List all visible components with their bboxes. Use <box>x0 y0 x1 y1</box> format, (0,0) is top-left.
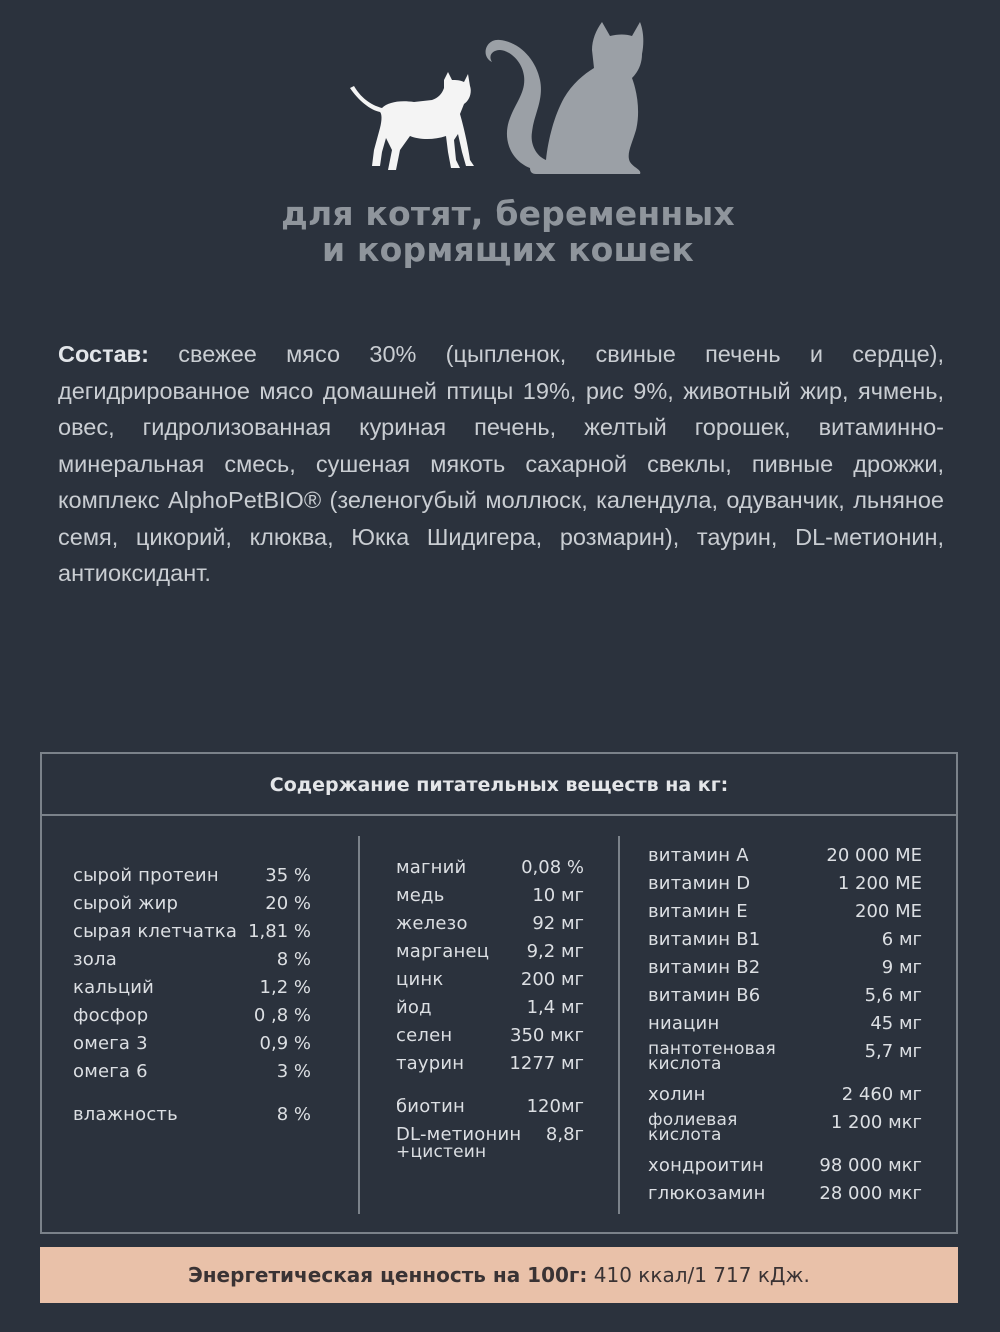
nutrient-name: витамин В2 <box>648 957 761 978</box>
nutrient-value: 10 мг <box>532 885 584 906</box>
nutrient-value: 1,81 % <box>248 921 311 942</box>
nutrient-name: витамин В6 <box>648 985 761 1006</box>
composition-body: свежее мясо 30% (цыпленок, свиные печень и сердце), дегидрированное мясо домашней птицы 19%, рис 9%, животный жир, ячмень, овес, гидролизованная куриная печень, желтый горошек, витаминно-минеральная смесь, сушеная мякоть сахарной свеклы, пивные дрожжи, комплекс AlphoPetBIO® (зеленогубый моллюск, календула, одуванчик, льняное семя, цикорий, клюква, Юкка Шидигера, розмарин), таурин, DL-метионин, антиоксидант. <box>58 341 944 586</box>
nutrient-name <box>396 1125 521 1160</box>
nutrient-value: 8,8г <box>545 1124 584 1145</box>
nutrient-value: 0,9 % <box>259 1033 311 1054</box>
nutrient-name: фосфор <box>73 1005 149 1026</box>
nutrient-name-line-2: +цистеин <box>396 1142 487 1162</box>
nutrient-value: 2 460 мг <box>841 1084 922 1105</box>
nutrient-row <box>396 1125 584 1160</box>
nutrient-name-line-1: фолиевая <box>648 1110 738 1130</box>
nutrient-name: цинк <box>396 969 444 990</box>
nutrient-name: магний <box>396 857 467 878</box>
nutrient-value: 1 200 МЕ <box>837 873 922 894</box>
nutrient-value: 200 мг <box>520 969 584 990</box>
nutrient-value: 1277 мг <box>509 1053 584 1074</box>
nutrient-value: 1,2 % <box>259 977 311 998</box>
hero <box>0 0 1000 300</box>
nutrient-name: сырой жир <box>73 893 179 914</box>
nutrient-name: таурин <box>396 1053 465 1074</box>
nutrient-name-line-2: кислота <box>648 1054 722 1074</box>
nutrient-row <box>648 846 922 866</box>
nutrient-row <box>648 1156 922 1176</box>
nutrient-name: железо <box>396 913 468 934</box>
nutrient-row <box>73 978 311 998</box>
nutrient-value: 0,08 % <box>521 857 584 878</box>
nutrient-name: хондроитин <box>648 1155 764 1176</box>
nutrient-row <box>73 1006 311 1026</box>
nutrient-value: 9,2 мг <box>526 941 584 962</box>
subtitle-line-2: и кормящих кошек <box>322 230 694 269</box>
nutrient-value: 5,6 мг <box>864 985 922 1006</box>
nutrient-name: биотин <box>396 1096 465 1117</box>
nutrient-name-line-1: DL-метионин <box>396 1124 522 1145</box>
nutrient-row <box>648 1085 922 1105</box>
nutrient-row <box>73 1062 311 1082</box>
nutrient-value: 92 мг <box>532 913 584 934</box>
nutrient-value: 120мг <box>526 1096 584 1117</box>
nutrient-row <box>396 886 584 906</box>
nutrient-name: кальций <box>73 977 155 998</box>
nutrient-name: сырой протеин <box>73 865 219 886</box>
subtitle-line-1: для котят, беременных <box>281 194 735 233</box>
nutrient-name: селен <box>396 1025 453 1046</box>
nutrient-name-line-1: пантотеновая <box>648 1039 776 1059</box>
nutrient-row <box>648 958 922 978</box>
adult-cat-icon <box>486 22 644 174</box>
nutrient-name: медь <box>396 885 445 906</box>
nutrient-value: 8 % <box>276 1104 311 1125</box>
composition-label: Состав: <box>58 341 149 367</box>
nutrient-value: 9 мг <box>881 957 922 978</box>
nutrient-name: витамин А <box>648 845 749 866</box>
nutrient-name: витамин D <box>648 873 751 894</box>
nutrient-value: 20 % <box>265 893 311 914</box>
nutrient-row <box>396 942 584 962</box>
nutrient-value: 5,7 мг <box>864 1041 922 1062</box>
nutrient-value: 28 000 мкг <box>819 1183 922 1204</box>
nutrient-row <box>648 986 922 1006</box>
nutrient-name-line-2: кислота <box>648 1125 722 1145</box>
nutrient-value: 98 000 мкг <box>819 1155 922 1176</box>
nutrient-row <box>396 1026 584 1046</box>
nutrient-value: 8 % <box>276 949 311 970</box>
nutrient-name: зола <box>73 949 117 970</box>
nutrient-row <box>648 902 922 922</box>
nutrient-name: марганец <box>396 941 490 962</box>
kitten-icon <box>350 72 474 170</box>
cats-illustration-icon <box>340 10 670 180</box>
nutrient-value: 0 ,8 % <box>253 1005 311 1026</box>
nutrient-row <box>648 1110 922 1145</box>
nutrient-row <box>396 998 584 1018</box>
column-divider <box>358 836 360 1214</box>
nutrient-row <box>73 894 311 914</box>
nutrient-row <box>648 1039 922 1074</box>
energy-value-banner <box>40 1247 958 1303</box>
composition-text <box>58 336 944 592</box>
nutrient-row <box>73 866 311 886</box>
nutrient-value: 45 мг <box>870 1013 922 1034</box>
nutrient-row <box>648 930 922 950</box>
nutrient-row <box>396 1097 584 1117</box>
nutrients-table <box>40 752 958 1234</box>
nutrient-value: 35 % <box>265 865 311 886</box>
nutrient-name: витамин Е <box>648 901 748 922</box>
nutrient-name: омега 3 <box>73 1033 148 1054</box>
nutrient-row <box>73 1034 311 1054</box>
nutrient-row <box>73 1105 311 1125</box>
nutrient-row <box>396 1054 584 1074</box>
nutrient-row <box>396 858 584 878</box>
nutrient-name: влажность <box>73 1104 178 1125</box>
nutrient-value: 6 мг <box>881 929 922 950</box>
nutrient-row <box>73 950 311 970</box>
nutrient-value: 350 мкг <box>510 1025 584 1046</box>
nutrient-name <box>648 1039 776 1074</box>
nutrient-row <box>648 1014 922 1034</box>
nutrient-name: витамин В1 <box>648 929 761 950</box>
nutrient-name: ниацин <box>648 1013 720 1034</box>
nutrient-value: 1,4 мг <box>526 997 584 1018</box>
nutrient-value: 20 000 МЕ <box>826 845 922 866</box>
nutrient-row <box>648 1184 922 1204</box>
nutrient-name: холин <box>648 1084 706 1105</box>
nutrient-value: 3 % <box>276 1061 311 1082</box>
nutrient-name <box>648 1110 738 1145</box>
nutrient-row <box>396 970 584 990</box>
nutrients-title: Содержание питательных веществ на кг: <box>42 754 956 816</box>
nutrient-name: сырая клетчатка <box>73 921 238 942</box>
nutrient-name: глюкозамин <box>648 1183 766 1204</box>
nutrient-value: 200 МЕ <box>855 901 922 922</box>
column-divider <box>618 836 620 1214</box>
energy-value: 410 ккал/1 717 кДж. <box>593 1263 810 1287</box>
energy-label: Энергетическая ценность на 100г: <box>188 1263 588 1287</box>
subtitle <box>0 196 1000 268</box>
nutrient-name: омега 6 <box>73 1061 148 1082</box>
nutrient-row <box>648 874 922 894</box>
nutrient-name: йод <box>396 997 432 1018</box>
nutrient-value: 1 200 мкг <box>830 1112 922 1133</box>
nutrient-row <box>396 914 584 934</box>
nutrient-row <box>73 922 311 942</box>
